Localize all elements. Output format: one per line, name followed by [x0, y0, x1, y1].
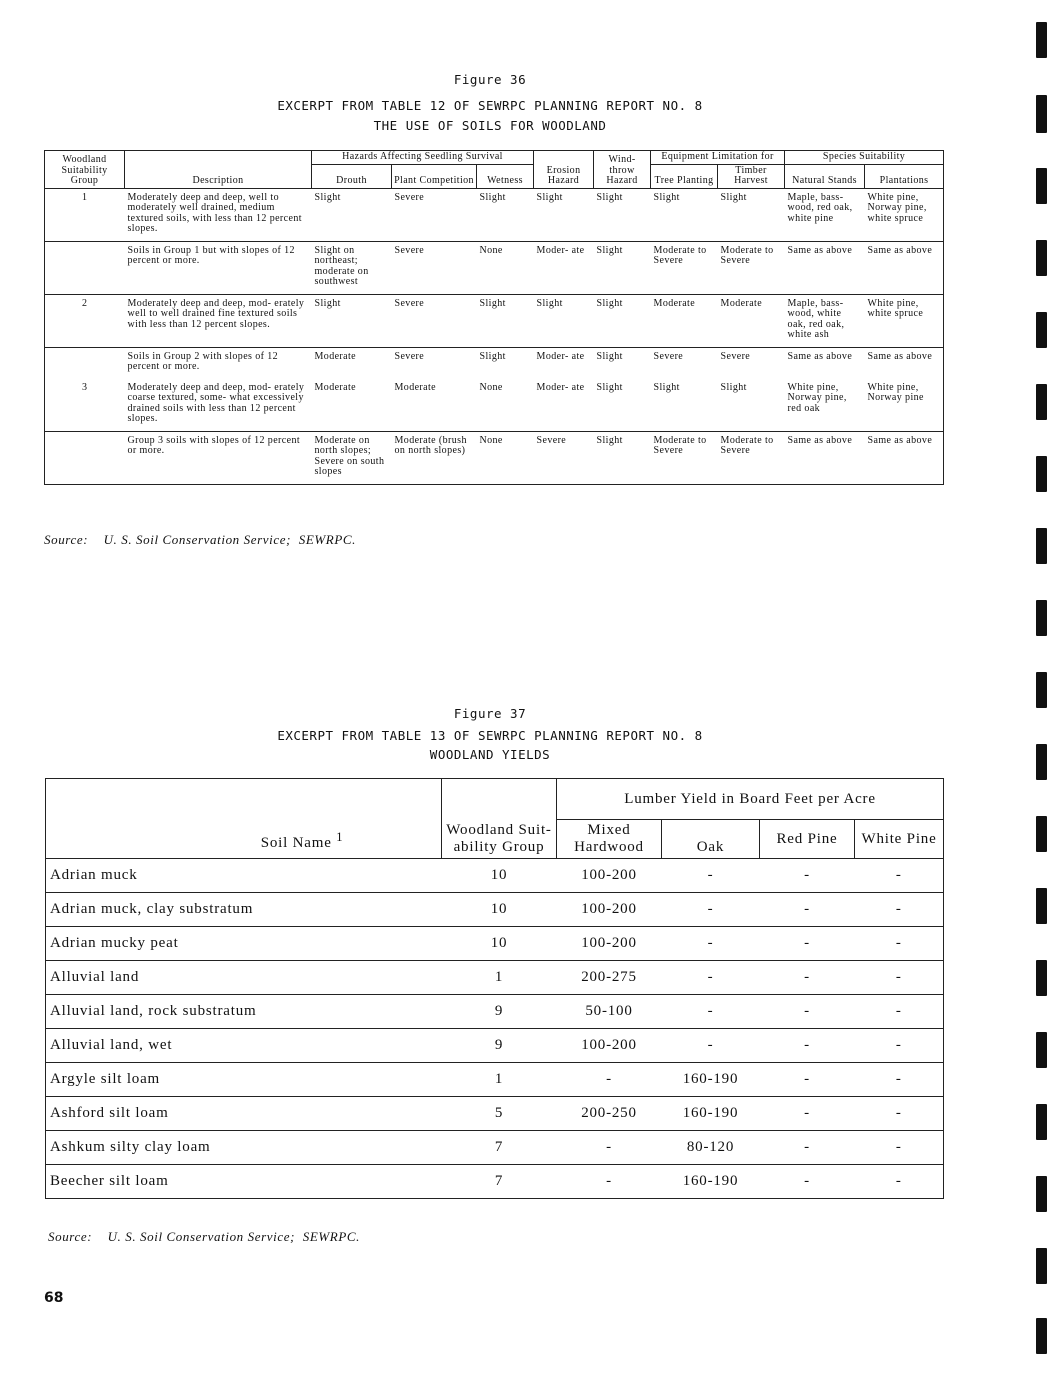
erosion-cell: Slight — [536, 297, 563, 309]
timber-harvest-cell: Severe — [720, 350, 751, 362]
tree-planting-cell: Moderate to Severe — [653, 244, 707, 266]
natural-stands-cell: Same as above — [787, 350, 853, 362]
natural-stands-cell: White pine, Norway pine, red oak — [787, 381, 847, 414]
registration-mark — [1036, 22, 1047, 58]
soil-name-cell: Argyle silt loam — [46, 1063, 442, 1097]
source-label: Source: — [44, 532, 89, 547]
description-cell: Moderately deep and deep, well to moderately well drained, medium textured soils, with less than 12 percent slopes. — [127, 191, 302, 234]
figure-36-title-line1: EXCERPT FROM TABLE 12 OF SEWRPC PLANNING REPORT NO. 8 — [277, 98, 703, 113]
white-pine-cell: - — [855, 1165, 944, 1199]
mixed-hardwood-cell: 100-200 — [557, 1029, 662, 1063]
table-row — [46, 1165, 944, 1199]
mixed-hardwood-cell: 100-200 — [557, 893, 662, 927]
page-number: 68 — [44, 1290, 64, 1306]
mixed-hardwood-cell: 200-275 — [557, 961, 662, 995]
scan-registration-marks — [1032, 0, 1052, 1380]
group-cell: 9 — [442, 995, 557, 1029]
group-cell: 7 — [442, 1131, 557, 1165]
table-row — [46, 893, 944, 927]
tree-planting-cell: Moderate to Severe — [653, 434, 707, 456]
white-pine-cell: - — [855, 1097, 944, 1131]
group-cell: 5 — [442, 1097, 557, 1131]
white-pine-cell: - — [855, 859, 944, 893]
wetness-cell: None — [479, 434, 503, 446]
figure-37-title-line1: EXCERPT FROM TABLE 13 OF SEWRPC PLANNING REPORT NO. 8 — [277, 728, 703, 743]
drouth-cell: Slight — [314, 297, 341, 309]
plantations-cell: Same as above — [867, 434, 933, 446]
oak-cell: 160-190 — [662, 1097, 760, 1131]
table-row — [46, 859, 944, 893]
table-row — [46, 927, 944, 961]
soil-name-cell: Ashkum silty clay loam — [46, 1131, 442, 1165]
oak-cell: - — [662, 1029, 760, 1063]
plant-competition-cell: Severe — [394, 350, 425, 362]
group-cell: 1 — [82, 191, 88, 203]
red-pine-cell: - — [760, 927, 855, 961]
registration-mark — [1036, 888, 1047, 924]
plant-competition-cell: Severe — [394, 297, 425, 309]
figure-36-label: Figure 36 — [453, 72, 527, 87]
col-soil-name-header: Soil Name $^1$ — [46, 779, 442, 859]
woodland-yields-table — [45, 778, 944, 1199]
mixed-hardwood-cell: - — [557, 1165, 662, 1199]
group-cell: 7 — [442, 1165, 557, 1199]
soil-name-cell: Adrian muck — [46, 859, 442, 893]
group-cell: 10 — [442, 927, 557, 961]
table-row — [45, 347, 944, 379]
wetness-cell: Slight — [479, 191, 506, 203]
registration-mark — [1036, 672, 1047, 708]
white-pine-cell: - — [855, 893, 944, 927]
registration-mark — [1036, 816, 1047, 852]
erosion-cell: Slight — [536, 191, 563, 203]
description-cell: Group 3 soils with slopes of 12 percent or more. — [127, 434, 301, 456]
col-red-pine-header: Red Pine — [760, 820, 855, 859]
col-plantations-header: Plantations — [865, 164, 944, 188]
source-label: Source: — [48, 1229, 93, 1244]
wetness-cell: Slight — [479, 350, 506, 362]
red-pine-cell: - — [760, 1029, 855, 1063]
plantations-cell: White pine, Norway pine — [867, 381, 924, 403]
soil-name-cell: Adrian mucky peat — [46, 927, 442, 961]
oak-cell: - — [662, 995, 760, 1029]
description-cell: Moderately deep and deep, mod- erately coarse textured, some- what excessively drained soils with less than 12 percent slopes. — [127, 381, 305, 424]
col-group-header: Woodland Suitability Group — [45, 151, 125, 189]
tree-planting-cell: Severe — [653, 350, 684, 362]
oak-cell: - — [662, 961, 760, 995]
tree-planting-cell: Moderate — [653, 297, 696, 309]
col-tree-planting-header: Tree Planting — [651, 164, 718, 188]
oak-cell: - — [662, 859, 760, 893]
registration-mark — [1036, 1176, 1047, 1212]
plant-competition-cell: Severe — [394, 244, 425, 256]
source-org: SEWRPC. — [298, 532, 356, 547]
soil-name-cell: Ashford silt loam — [46, 1097, 442, 1131]
oak-cell: - — [662, 893, 760, 927]
col-lumber-yield-header: Lumber Yield in Board Feet per Acre — [557, 779, 944, 820]
col-natural-stands-header: Natural Stands — [785, 164, 865, 188]
woodland-use-table — [44, 150, 944, 485]
oak-cell: 160-190 — [662, 1063, 760, 1097]
group-cell — [45, 431, 125, 484]
natural-stands-cell: Maple, bass- wood, red oak, white pine — [787, 191, 853, 224]
col-timber-harvest-header: Timber Harvest — [718, 164, 785, 188]
col-species-header: Species Suitability — [785, 151, 944, 165]
windthrow-cell: Slight — [596, 244, 623, 256]
soil-name-cell: Alluvial land — [46, 961, 442, 995]
mixed-hardwood-cell: 50-100 — [557, 995, 662, 1029]
col-white-pine-header: White Pine — [855, 820, 944, 859]
table-row — [46, 1097, 944, 1131]
soil-name-cell: Adrian muck, clay substratum — [46, 893, 442, 927]
red-pine-cell: - — [760, 995, 855, 1029]
description-cell: Moderately deep and deep, mod- erately well to well drained fine textured soils with less than 12 percent slopes. — [127, 297, 305, 330]
plantations-cell: Same as above — [867, 350, 933, 362]
wetness-cell: None — [479, 381, 503, 393]
registration-mark — [1036, 960, 1047, 996]
windthrow-cell: Slight — [596, 350, 623, 362]
col-drouth-header: Drouth — [312, 164, 392, 188]
col-hazards-header: Hazards Affecting Seedling Survival — [312, 151, 534, 165]
description-cell: Soils in Group 1 but with slopes of 12 percent or more. — [127, 244, 295, 266]
tree-planting-cell: Slight — [653, 191, 680, 203]
red-pine-cell: - — [760, 893, 855, 927]
group-cell — [45, 347, 125, 379]
oak-cell: - — [662, 927, 760, 961]
red-pine-cell: - — [760, 961, 855, 995]
soil-name-cell: Alluvial land, wet — [46, 1029, 442, 1063]
table-row — [46, 1029, 944, 1063]
registration-mark — [1036, 600, 1047, 636]
wetness-cell: Slight — [479, 297, 506, 309]
mixed-hardwood-cell: 200-250 — [557, 1097, 662, 1131]
mixed-hardwood-cell: - — [557, 1063, 662, 1097]
table-row — [45, 188, 944, 241]
red-pine-cell: - — [760, 1097, 855, 1131]
col-wetness-header: Wetness — [477, 164, 534, 188]
timber-harvest-cell: Moderate to Severe — [720, 244, 774, 266]
registration-mark — [1036, 1032, 1047, 1068]
col-description-header: Description — [125, 151, 312, 189]
registration-mark — [1036, 168, 1047, 204]
soil-name-cell: Beecher silt loam — [46, 1165, 442, 1199]
erosion-cell: Severe — [536, 434, 567, 446]
group-cell: 10 — [442, 859, 557, 893]
table-row — [46, 961, 944, 995]
group-cell — [45, 241, 125, 294]
group-cell: 3 — [82, 381, 88, 393]
drouth-cell: Moderate on north slopes; Severe on south slopes — [314, 434, 385, 477]
col-equipment-header: Equipment Limitation for — [651, 151, 785, 165]
white-pine-cell: - — [855, 1063, 944, 1097]
registration-mark — [1036, 1104, 1047, 1140]
oak-cell: 160-190 — [662, 1165, 760, 1199]
windthrow-cell: Slight — [596, 297, 623, 309]
white-pine-cell: - — [855, 1131, 944, 1165]
table-row — [46, 995, 944, 1029]
white-pine-cell: - — [855, 961, 944, 995]
windthrow-cell: Slight — [596, 434, 623, 446]
table-row — [46, 1063, 944, 1097]
table-row — [45, 241, 944, 294]
mixed-hardwood-cell: 100-200 — [557, 859, 662, 893]
red-pine-cell: - — [760, 859, 855, 893]
col-mixed-hardwood-header: Mixed Hardwood — [557, 820, 662, 859]
white-pine-cell: - — [855, 995, 944, 1029]
col-erosion-header: Erosion Hazard — [534, 151, 594, 189]
red-pine-cell: - — [760, 1131, 855, 1165]
group-cell: 1 — [442, 1063, 557, 1097]
plant-competition-cell: Moderate — [394, 381, 437, 393]
footnote-marker: 1 — [336, 830, 344, 844]
mixed-hardwood-cell: - — [557, 1131, 662, 1165]
timber-harvest-cell: Slight — [720, 191, 747, 203]
figure-37-title-line2: WOODLAND YIELDS — [429, 747, 551, 762]
registration-mark — [1036, 95, 1047, 133]
drouth-cell: Slight — [314, 191, 341, 203]
group-cell: 10 — [442, 893, 557, 927]
plantations-cell: Same as above — [867, 244, 933, 256]
registration-mark — [1036, 384, 1047, 420]
registration-mark — [1036, 240, 1047, 276]
figure-37-label: Figure 37 — [453, 706, 527, 721]
table-row — [45, 431, 944, 484]
red-pine-cell: - — [760, 1063, 855, 1097]
registration-mark — [1036, 312, 1047, 348]
drouth-cell: Slight on northeast; moderate on southwest — [314, 244, 369, 287]
registration-mark — [1036, 1248, 1047, 1284]
group-cell: 1 — [442, 961, 557, 995]
registration-mark — [1036, 528, 1047, 564]
erosion-cell: Moder- ate — [536, 381, 585, 393]
natural-stands-cell: Same as above — [787, 244, 853, 256]
group-cell: 9 — [442, 1029, 557, 1063]
col-windthrow-header: Wind- throw Hazard — [594, 151, 651, 189]
plant-competition-cell: Severe — [394, 191, 425, 203]
figure-36-title-line2: THE USE OF SOILS FOR WOODLAND — [373, 118, 607, 133]
table-row — [45, 379, 944, 432]
windthrow-cell: Slight — [596, 381, 623, 393]
windthrow-cell: Slight — [596, 191, 623, 203]
timber-harvest-cell: Moderate — [720, 297, 763, 309]
table-row — [46, 1131, 944, 1165]
figure-37-source — [48, 1229, 360, 1245]
registration-mark — [1036, 456, 1047, 492]
plant-competition-cell: Moderate (brush on north slopes) — [394, 434, 467, 456]
col-group-header: Woodland Suit- ability Group — [442, 779, 557, 859]
timber-harvest-cell: Moderate to Severe — [720, 434, 774, 456]
mixed-hardwood-cell: 100-200 — [557, 927, 662, 961]
registration-mark — [1036, 1318, 1047, 1354]
plantations-cell: White pine, white spruce — [867, 297, 924, 319]
soil-name-cell: Alluvial land, rock substratum — [46, 995, 442, 1029]
drouth-cell: Moderate — [314, 381, 357, 393]
wetness-cell: None — [479, 244, 503, 256]
natural-stands-cell: Same as above — [787, 434, 853, 446]
drouth-cell: Moderate — [314, 350, 357, 362]
source-text: U. S. Soil Conservation Service; — [107, 1229, 296, 1244]
description-cell: Soils in Group 2 with slopes of 12 percent or more. — [127, 350, 279, 372]
natural-stands-cell: Maple, bass- wood, white oak, red oak, white ash — [787, 297, 845, 340]
tree-planting-cell: Slight — [653, 381, 680, 393]
col-oak-header: Oak — [662, 820, 760, 859]
erosion-cell: Moder- ate — [536, 244, 585, 256]
erosion-cell: Moder- ate — [536, 350, 585, 362]
timber-harvest-cell: Slight — [720, 381, 747, 393]
oak-cell: 80-120 — [662, 1131, 760, 1165]
red-pine-cell: - — [760, 1165, 855, 1199]
registration-mark — [1036, 744, 1047, 780]
plantations-cell: White pine, Norway pine, white spruce — [867, 191, 927, 224]
white-pine-cell: - — [855, 927, 944, 961]
source-text: U. S. Soil Conservation Service; — [103, 532, 292, 547]
col-plant-competition-header: Plant Competition — [392, 164, 477, 188]
figure-36-source — [44, 532, 356, 548]
white-pine-cell: - — [855, 1029, 944, 1063]
source-org: SEWRPC. — [302, 1229, 360, 1244]
table-row — [45, 294, 944, 347]
group-cell: 2 — [82, 297, 88, 309]
